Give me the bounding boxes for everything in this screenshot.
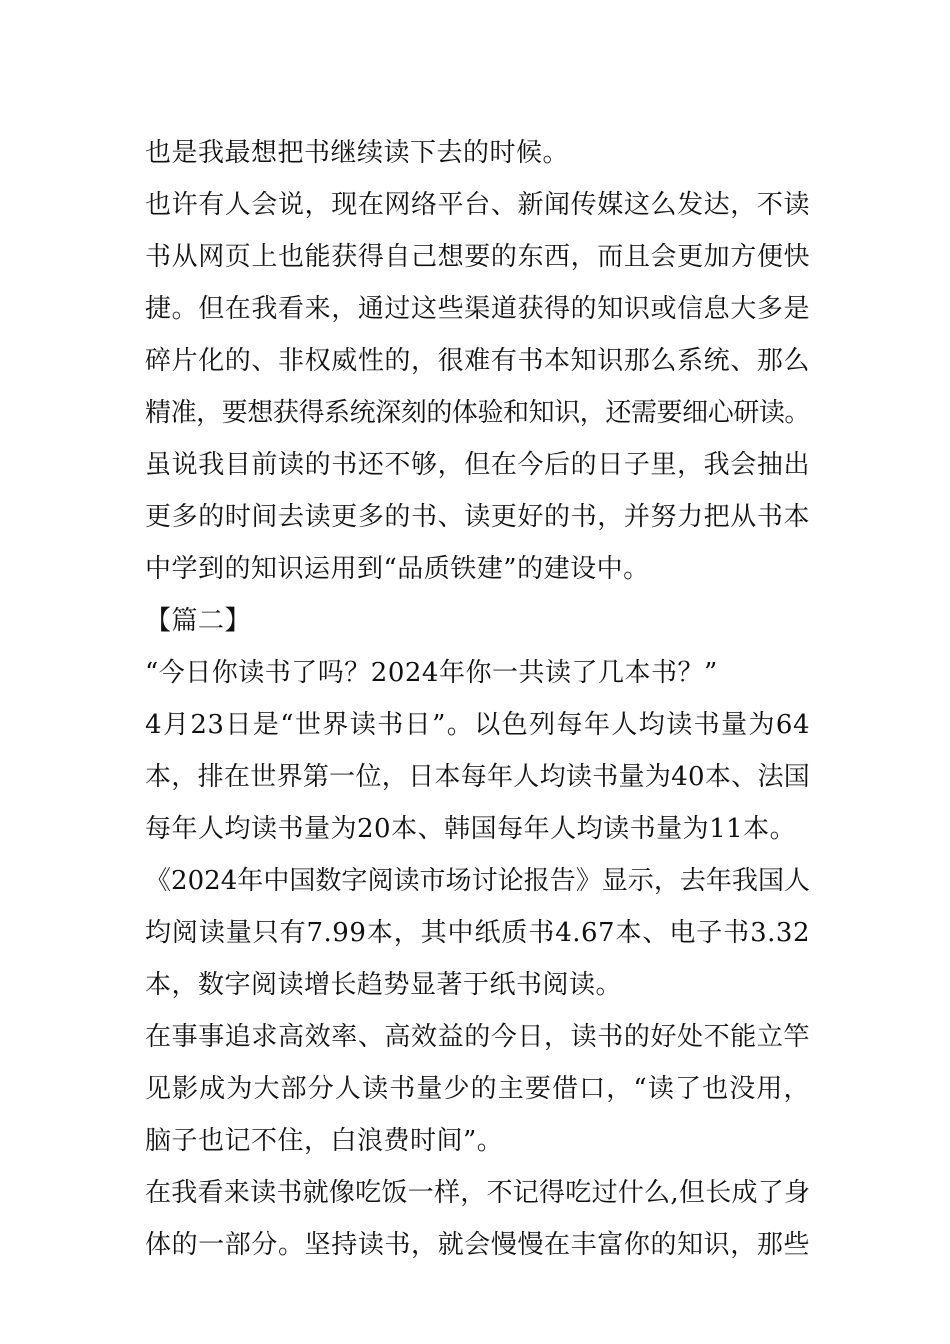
text-line: 中学到的知识运用到“品质铁建”的建设中。 [145,554,650,584]
text-line: 体的一部分。坚持读书，就会慢慢在丰富你的知识，那些 [145,1230,810,1260]
text-line: 见影成为大部分人读书量少的主要借口，“读了也没用， [145,1074,810,1104]
text-line: 本，排在世界第一位，日本每年人均读书量为40本、法国 [145,762,811,792]
text-line: 碎片化的、非权威性的，很难有书本知识那么系统、那么 [145,346,810,376]
text-line: 捷。但在我看来，通过这些渠道获得的知识或信息大多是 [145,294,810,324]
text-line: 均阅读量只有7.99本，其中纸质书4.67本、电子书3.32 [145,918,810,948]
text-line: 精准，要想获得系统深刻的体验和知识，还需要细心研读。 [145,398,811,428]
text-line: 在我看来读书就像吃饭一样，不记得吃过什么,但长成了身 [145,1178,811,1208]
text-line: 书从网页上也能获得自己想要的东西，而且会更加方便快 [145,242,810,272]
text-line: 《2024年中国数字阅读市场讨论报告》显示，去年我国人 [145,866,810,896]
text-line: 更多的时间去读更多的书、读更好的书，并努力把从书本 [145,502,810,532]
text-line: “今日你读书了吗？2024年你一共读了几本书？” [145,658,718,688]
text-line: 每年人均读书量为20本、韩国每年人均读书量为11本。 [145,814,797,844]
text-line: 4月23日是“世界读书日”。以色列每年人均读书量为64 [145,710,810,740]
text-line: 也是我最想把书继续读下去的时候。 [145,138,570,168]
text-line: 本，数字阅读增长趋势显著于纸书阅读。 [145,970,623,1000]
text-line: 在事事追求高效率、高效益的今日，读书的好处不能立竿 [145,1022,810,1052]
document-body [145,127,810,1271]
section-heading: 【篇二】 [145,606,252,636]
text-line: 脑子也记不住，白浪费时间”。 [145,1126,504,1156]
text-line: 也许有人会说，现在网络平台、新闻传媒这么发达，不读 [145,190,810,220]
text-line: 虽说我目前读的书还不够，但在今后的日子里，我会抽出 [145,450,810,480]
